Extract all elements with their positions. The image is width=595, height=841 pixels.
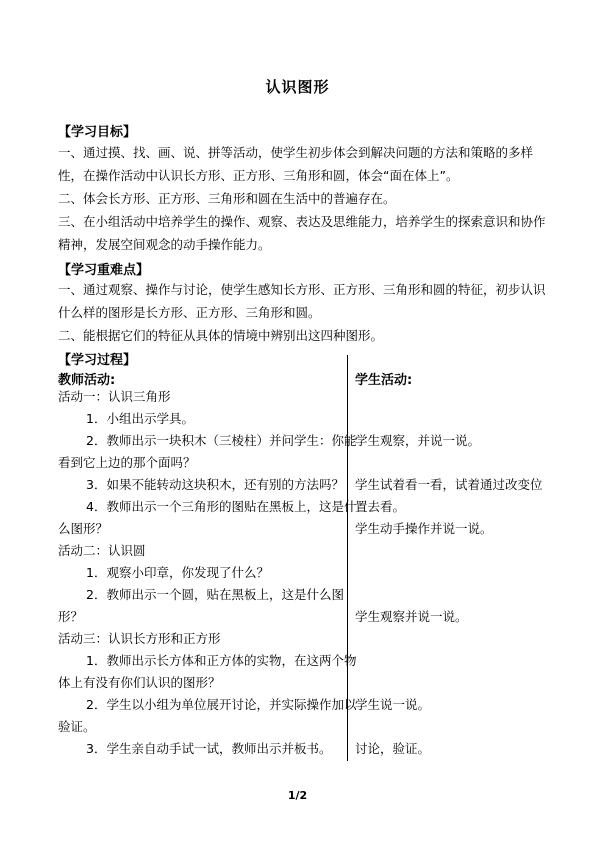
teacher-activity-line: 形？ xyxy=(58,609,84,624)
teacher-activity-line: 3．如果不能转动这块积木，还有别的方法吗？ xyxy=(86,477,344,492)
goals-line: 精神，发展空间观念的动手操作能力。 xyxy=(58,237,271,252)
goals-line: 性，在操作活动中认识长方形、正方形、三角形和圆，体会“面在体上”。 xyxy=(58,168,459,183)
teacher-activity-line: 验证。 xyxy=(58,719,96,734)
teacher-activity-line: 1．教师出示长方体和正方体的实物，在这两个物 xyxy=(86,653,357,668)
teacher-activity-line: 4．教师出示一个三角形的图贴在黑板上，这是什 xyxy=(86,499,357,514)
teacher-activity-line: 活动二：认识圆 xyxy=(58,543,146,558)
teacher-activity-line: 2．教师出示一个圆，贴在黑板上，这是什么图 xyxy=(86,587,344,602)
section-heading-key-points: 【学习重难点】 xyxy=(58,263,150,278)
key-points-line: 什么样的图形是长方形、正方形、三角形和圆。 xyxy=(58,305,321,320)
section-heading-process: 【学习过程】 xyxy=(58,353,137,368)
teacher-activity-line: 3．学生亲自动手试一试，教师出示并板书。 xyxy=(86,741,332,756)
page-title: 认识图形 xyxy=(265,78,330,96)
goals-line: 一、通过摸、找、画、说、拼等活动，使学生初步体会到解决问题的方法和策略的多样 xyxy=(58,145,534,160)
key-points-line: 一、通过观察、操作与讨论，使学生感知长方形、正方形、三角形和圆的特征，初步认识 xyxy=(58,282,546,297)
teacher-activity-line: 1．观察小印章，你发现了什么？ xyxy=(86,565,269,580)
page-number: 1/2 xyxy=(287,789,308,802)
teacher-activity-line: 1．小组出示学具。 xyxy=(86,411,194,426)
student-activity-line: 学生观察，并说一说。 xyxy=(355,433,481,448)
student-activity-line: 学生观察并说一说。 xyxy=(355,609,468,624)
teacher-activity-line: 2．教师出示一块积木（三棱柱）并问学生：你能 xyxy=(86,433,357,448)
goals-line: 三、在小组活动中培养学生的操作、观察、表达及思维能力，培养学生的探索意识和协作 xyxy=(58,214,546,229)
student-activity-line: 置去看。 xyxy=(355,499,406,514)
teacher-activity-line: 么图形？ xyxy=(58,521,109,536)
goals-line: 二、体会长方形、正方形、三角形和圆在生活中的普遍存在。 xyxy=(58,191,396,206)
section-heading-goals: 【学习目标】 xyxy=(58,125,137,140)
teacher-activity-line: 活动三：认识长方形和正方形 xyxy=(58,631,221,646)
student-activity-line: 学生动手操作并说一说。 xyxy=(355,521,493,536)
student-activity-line: 学生试着看一看，试着通过改变位 xyxy=(355,477,543,492)
key-points-line: 二、能根据它们的特征从具体的情境中辨别出这四种图形。 xyxy=(58,328,384,343)
teacher-activity-line: 看到它上边的那个面吗？ xyxy=(58,455,196,470)
teacher-activity-line: 2．学生以小组为单位展开讨论，并实际操作加以 xyxy=(86,697,357,712)
student-activity-line: 学生说一说。 xyxy=(355,697,431,712)
teacher-activity-line: 活动一：认识三角形 xyxy=(58,389,171,404)
student-column-header: 学生活动: xyxy=(355,373,413,388)
teacher-activity-line: 体上有没有你们认识的图形？ xyxy=(58,675,221,690)
teacher-column-header: 教师活动: xyxy=(58,373,116,388)
student-activity-line: 讨论，验证。 xyxy=(355,741,431,756)
